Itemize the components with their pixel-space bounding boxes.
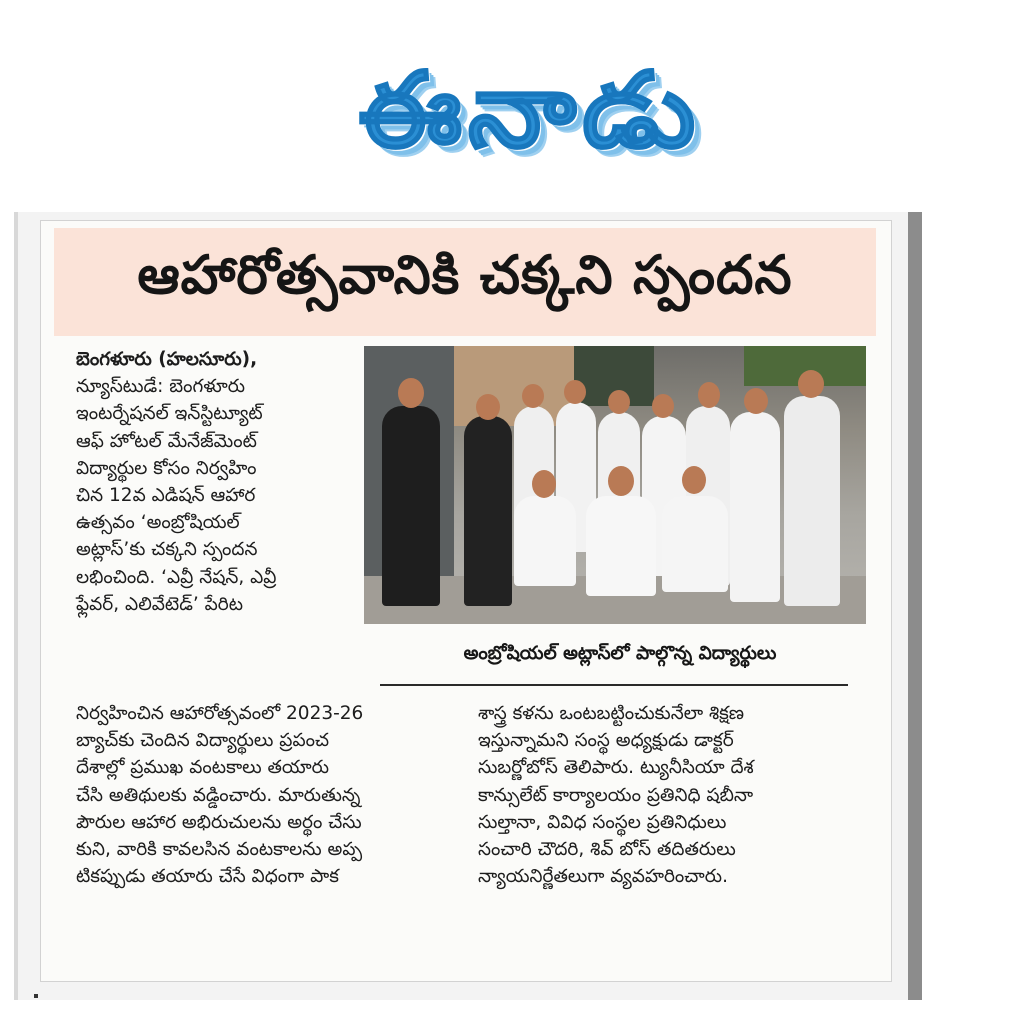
text-line: బ్యాచ్‌కు చెందిన విద్యార్థులు ప్రపంచ [76, 730, 330, 752]
text-line: విద్యార్థుల కోసం నిర్వహిం [76, 457, 257, 479]
article-column-left-top [76, 346, 344, 618]
text-line: కాన్సులేట్ కార్యాలయం ప్రతినిధి షబీనా [478, 784, 754, 806]
text-line: టికప్పుడు తయారు చేసే విధంగా పాక [76, 866, 339, 888]
caption-divider [380, 684, 848, 686]
text-line: న్యూస్‌టుడే: బెంగళూరు [76, 376, 246, 398]
masthead [100, 40, 960, 180]
speck-mark [34, 994, 38, 998]
text-line: నిర్వహించిన ఆహారోత్సవంలో 2023-26 [76, 703, 364, 724]
text-line: సుబర్ణోబోస్ తెలిపారు. ట్యునీసియా దేశ [478, 757, 754, 779]
text-line: న్యాయనిర్ణేతలుగా వ్యవహరించారు. [478, 866, 728, 888]
photo-caption: అంబ్రోషియల్ అట్లాస్‌లో పాల్గొన్న విద్యార్థులు [463, 643, 777, 664]
text-line: ఆఫ్ హోటల్ మేనేజ్‌మెంట్ [76, 430, 257, 452]
article-headline: ఆహారోత్సవానికి చక్కని స్పందన [137, 245, 793, 306]
text-line: సంచారి చౌదరి, శివ్ బోస్ తదితరులు [478, 839, 736, 861]
article-column-left-bottom [76, 700, 444, 890]
text-line: ఇంటర్నేషనల్ ఇన్‌స్టిట్యూట్ [76, 403, 263, 425]
article-column-right [478, 700, 868, 890]
text-line: శాస్త్ర కళను ఒంటబట్టించుకునేలా శిక్షణ [478, 703, 745, 724]
text-line: చిన 12వ ఎడిషన్ ఆహార [76, 485, 256, 507]
clipping-shadow [908, 212, 922, 1000]
text-line: లభించింది. ‘ఎవ్రీ నేషన్, ఎవ్రీ [76, 566, 277, 588]
dateline: బెంగళూరు (హలసూరు), [76, 349, 258, 370]
text-line: చేసి అతిథులకు వడ్డించారు. మారుతున్న [76, 784, 361, 806]
text-line: పౌరుల ఆహార అభిరుచులను అర్థం చేసు [76, 811, 362, 833]
text-line: ఇస్తున్నామని సంస్థ అధ్యక్షుడు డాక్టర్ [478, 730, 734, 752]
text-line: ఉత్సవం ‘అంబ్రోషియల్ [76, 512, 240, 534]
newspaper-logo: ఈనాడు [358, 49, 702, 171]
text-line: కుని, వారికి కావలసిన వంటకాలను అప్ప [76, 839, 363, 861]
article-photo [364, 346, 866, 624]
text-line: ఫ్లేవర్, ఎలివేటెడ్’ పేరిట [76, 593, 244, 615]
text-line: సుల్తానా, వివిధ సంస్థల ప్రతినిధులు [478, 811, 727, 833]
text-line: అట్లాస్’కు చక్కని స్పందన [76, 539, 258, 561]
text-line: దేశాల్లో ప్రముఖ వంటకాలు తయారు [76, 757, 330, 779]
headline-band [54, 228, 876, 336]
